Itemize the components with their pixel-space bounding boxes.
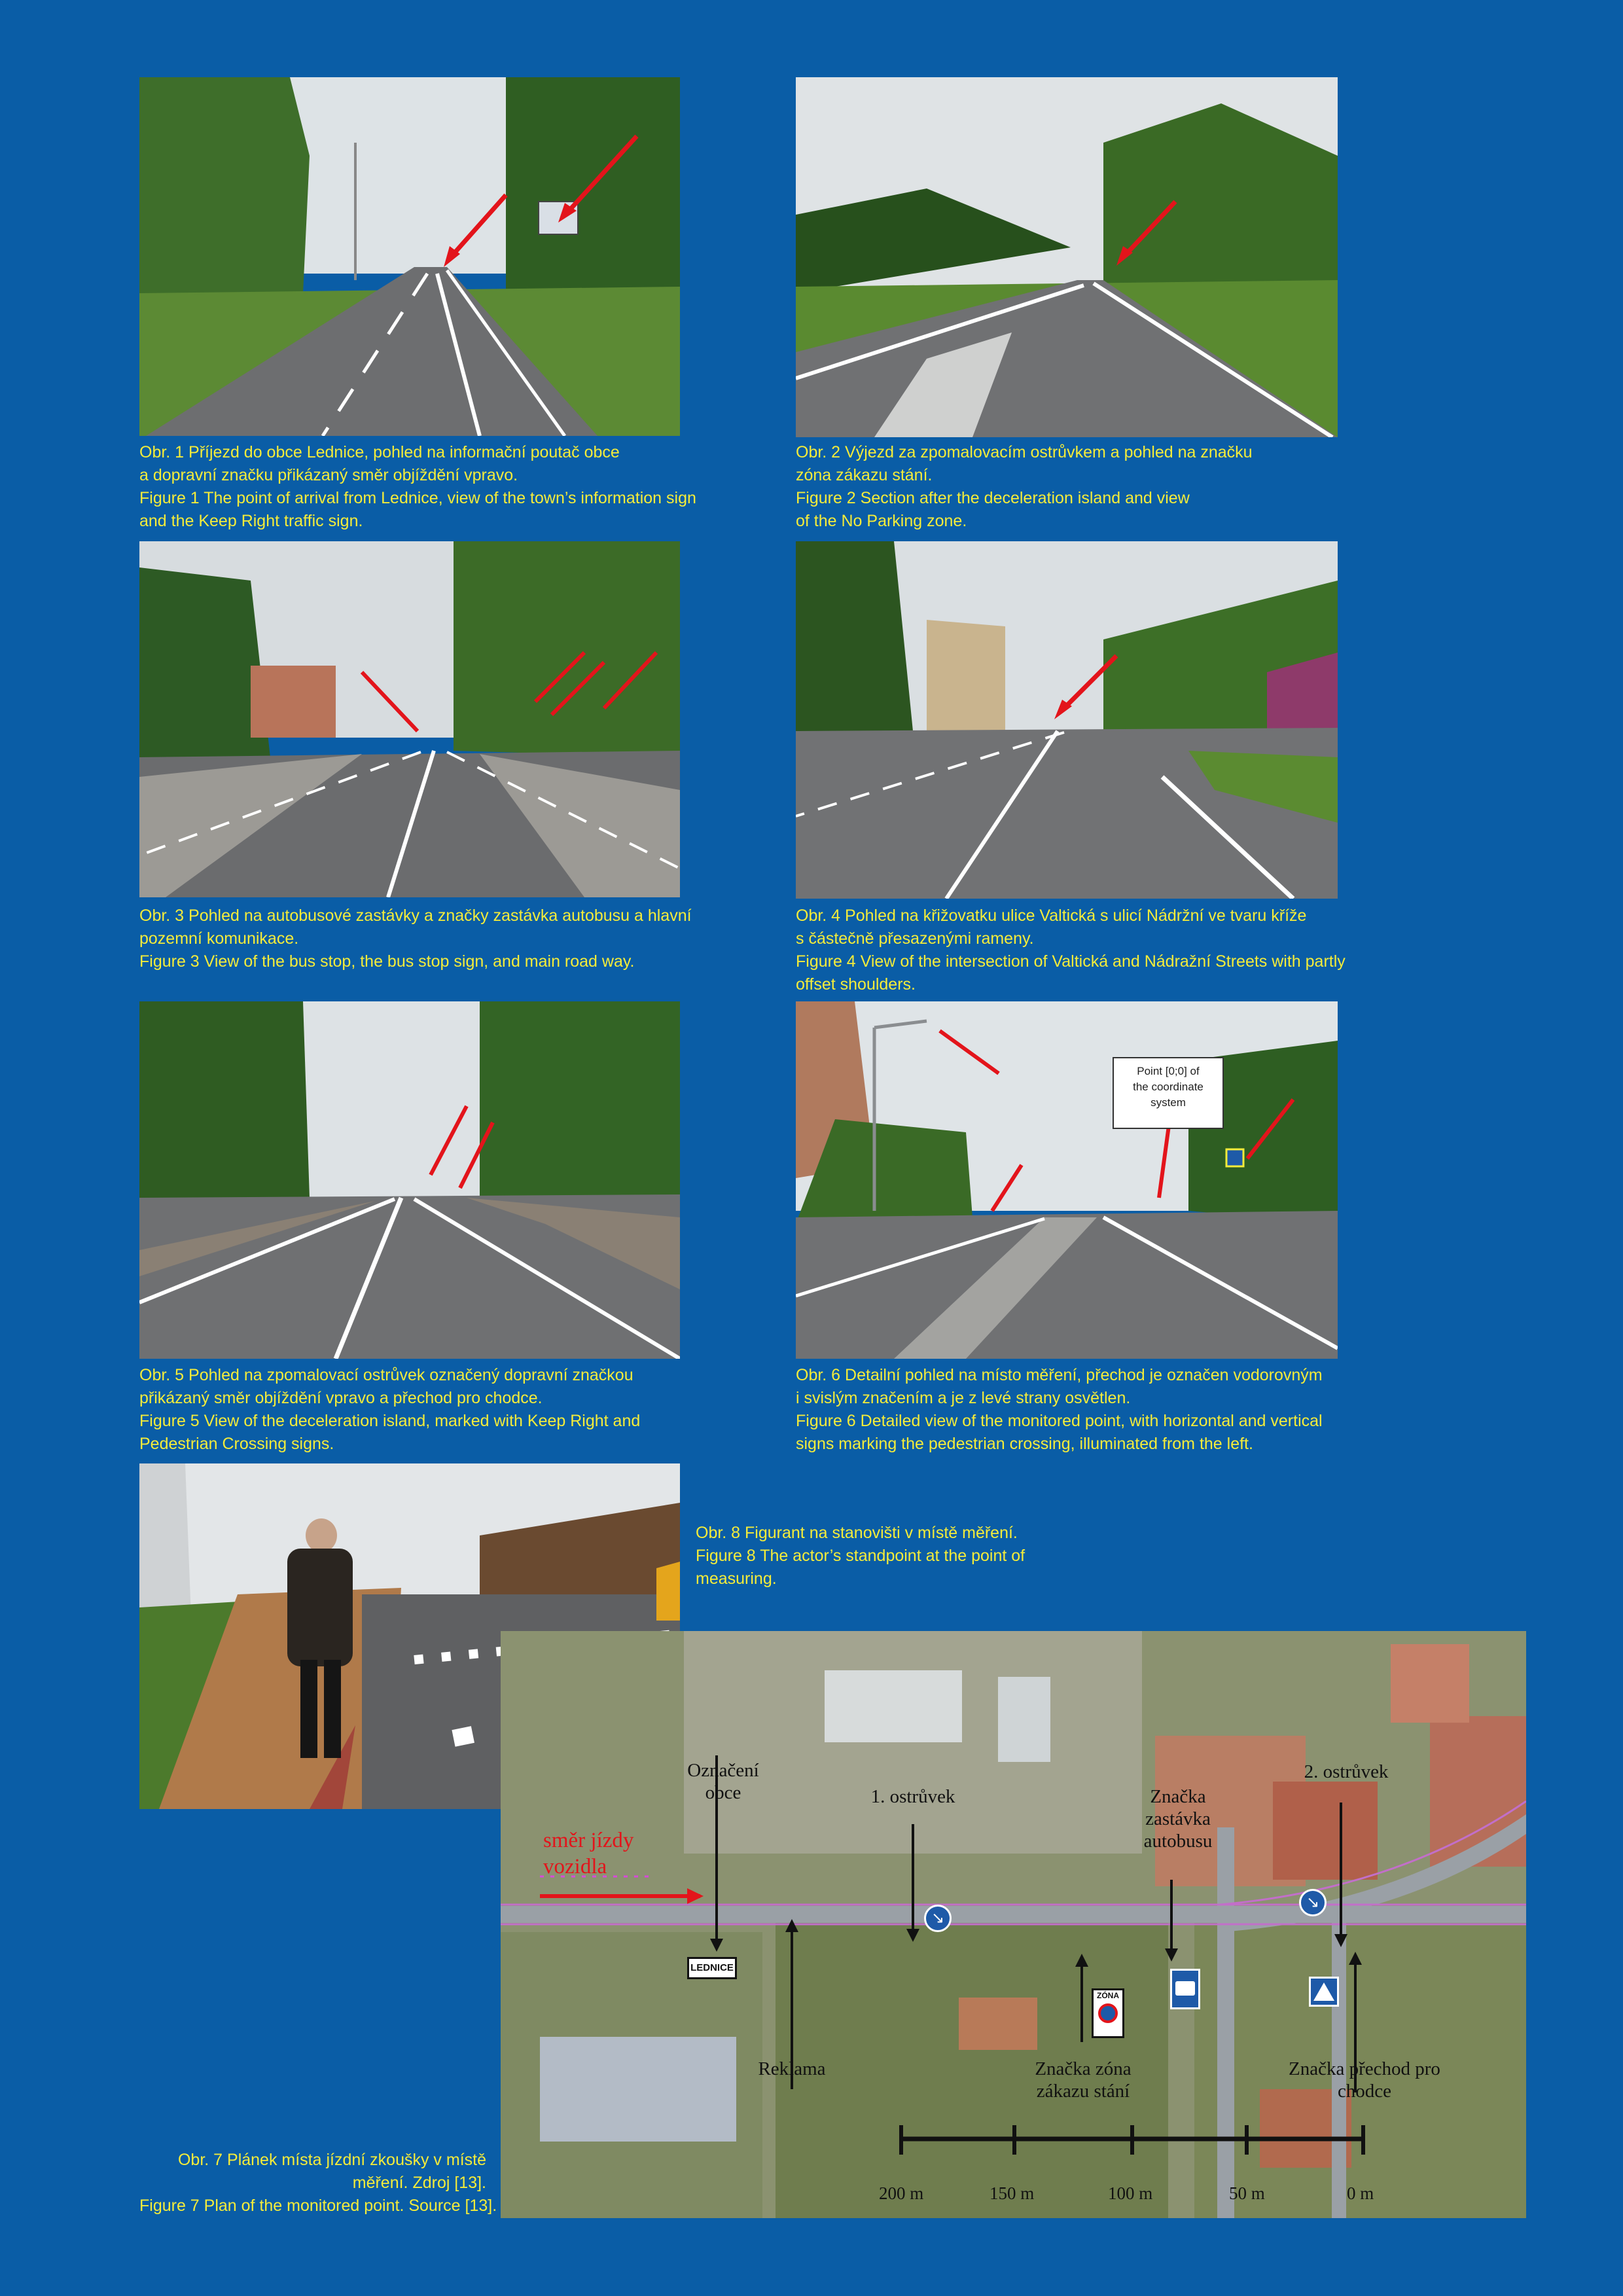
scale-label-50: 50 m — [1229, 2183, 1265, 2203]
label-line: Reklama — [758, 2058, 826, 2079]
figure-3-caption — [139, 905, 692, 973]
caption-line: přikázaný směr objíždění vpravo a přechod pro chodce. — [139, 1389, 543, 1407]
caption-line: Figure 4 View of the intersection of Valtická and Nádražní Streets with partly — [796, 952, 1346, 971]
coordinate-origin-callout — [1113, 1057, 1224, 1129]
caption-line: measuring. — [696, 1570, 777, 1588]
label-line: chodce — [1337, 2081, 1392, 2102]
caption-line: Pedestrian Crossing signs. — [139, 1435, 334, 1453]
keep-right-sign-icon: ↘ — [1299, 1889, 1327, 1916]
bus-icon — [1175, 1981, 1195, 1996]
figure-4-photo — [796, 541, 1338, 899]
no-parking-zone-sign-icon — [1092, 1988, 1124, 2038]
figure-1-photo — [139, 77, 680, 436]
label-no-parking-zone-sign — [1021, 2058, 1145, 2102]
figure-7-caption — [139, 2149, 497, 2217]
caption-line: Figure 5 View of the deceleration island, marked with Keep Right and — [139, 1412, 641, 1430]
pedestrian-icon — [1313, 1982, 1334, 2001]
label-line: zákazu stání — [1036, 2081, 1130, 2102]
caption-line: Figure 6 Detailed view of the monitored point, with horizontal and vertical — [796, 1412, 1323, 1430]
no-parking-icon — [1098, 2003, 1118, 2023]
caption-line: i svislým značením a je z levé strany osvětlen. — [796, 1389, 1131, 1407]
caption-line: zóna zákazu stání. — [796, 466, 933, 484]
scale-label-150: 150 m — [990, 2183, 1035, 2203]
figure-6-photo — [796, 1001, 1338, 1359]
figure-5-caption — [139, 1364, 640, 1456]
label-line: zastávka — [1145, 1808, 1211, 1829]
caption-line: Figure 2 Section after the deceleration island and view — [796, 489, 1190, 507]
caption-line: Obr. 1 Příjezd do obce Lednice, pohled na informační poutač obce — [139, 443, 620, 461]
keep-right-sign-icon: ↘ — [924, 1905, 952, 1932]
caption-line: signs marking the pedestrian crossing, illuminated from the left. — [796, 1435, 1253, 1453]
caption-line: Obr. 4 Pohled na křižovatku ulice Valtická s ulicí Nádržní ve tvaru kříže — [796, 906, 1307, 925]
scale-label-0: 0 m — [1347, 2183, 1374, 2203]
caption-line: měření. Zdroj [13]. — [352, 2174, 486, 2192]
label-line: 2. ostrůvek — [1304, 1761, 1389, 1782]
caption-line: offset shoulders. — [796, 975, 916, 994]
caption-line: a dopravní značku přikázaný směr objíždění vpravo. — [139, 466, 518, 484]
caption-line: Obr. 7 Plánek místa jízdní zkoušky v místě — [177, 2151, 486, 2169]
figure-4-caption — [796, 905, 1346, 996]
zone-sign-text: ZÓNA — [1097, 1991, 1119, 2000]
label-pedestrian-crossing-sign — [1273, 2058, 1456, 2102]
callout-line: system — [1150, 1096, 1186, 1109]
callout-line: the coordinate — [1133, 1081, 1204, 1093]
caption-line: Obr. 2 Výjezd za zpomalovacím ostrůvkem a pohled na značku — [796, 443, 1253, 461]
bus-stop-sign-icon — [1170, 1969, 1200, 2009]
label-line: 1. ostrůvek — [870, 1786, 955, 1807]
label-line: Označení — [687, 1760, 759, 1781]
caption-line: Figure 7 Plan of the monitored point. Source [13]. — [139, 2197, 497, 2215]
caption-line: Figure 3 View of the bus stop, the bus stop sign, and main road way. — [139, 952, 635, 971]
label-line: Značka — [1150, 1786, 1206, 1807]
caption-line: Obr. 3 Pohled na autobusové zastávky a značky zastávka autobusu a hlavní — [139, 906, 692, 925]
label-island-1 — [857, 1785, 969, 1808]
callout-line: Point [0;0] of — [1137, 1065, 1200, 1077]
caption-line: Figure 1 The point of arrival from Lednice, view of the town’s information sign — [139, 489, 696, 507]
label-line: autobusu — [1143, 1831, 1213, 1852]
figure-7-map — [501, 1631, 1526, 2218]
figure-8-caption — [696, 1522, 1025, 1590]
label-island-2 — [1291, 1761, 1402, 1783]
direction-line: vozidla — [543, 1855, 607, 1878]
figure-3-photo — [139, 541, 680, 897]
caption-line: Obr. 5 Pohled na zpomalovací ostrůvek označený dopravní značkou — [139, 1366, 633, 1384]
scale-label-100: 100 m — [1108, 2183, 1153, 2203]
scale-label-200: 200 m — [879, 2183, 924, 2203]
caption-line: Figure 8 The actor’s standpoint at the point of — [696, 1547, 1026, 1565]
label-bus-stop-sign — [1135, 1785, 1221, 1852]
label-line: Značka přechod pro — [1289, 2058, 1440, 2079]
town-sign-icon: LEDNICE — [687, 1957, 737, 1979]
figure-2-caption — [796, 441, 1253, 533]
label-advertisement — [753, 2058, 831, 2080]
label-town-sign — [681, 1759, 766, 1804]
caption-line: and the Keep Right traffic sign. — [139, 512, 363, 530]
figure-2-photo — [796, 77, 1338, 437]
figure-6-caption — [796, 1364, 1323, 1456]
figure-5-photo — [139, 1001, 680, 1359]
label-line: obce — [705, 1782, 741, 1803]
label-line: Značka zóna — [1035, 2058, 1132, 2079]
caption-line: of the No Parking zone. — [796, 512, 967, 530]
direction-line: směr jízdy — [543, 1829, 634, 1852]
pedestrian-crossing-sign-icon — [1309, 1977, 1339, 2007]
caption-line: Obr. 8 Figurant na stanovišti v místě měření. — [696, 1524, 1018, 1542]
caption-line: s částečně přesazenými rameny. — [796, 929, 1034, 948]
caption-line: Obr. 6 Detailní pohled na místo měření, přechod je označen vodorovným — [796, 1366, 1323, 1384]
figure-1-caption — [139, 441, 696, 533]
direction-of-travel-label — [543, 1827, 633, 1880]
caption-line: pozemní komunikace. — [139, 929, 299, 948]
